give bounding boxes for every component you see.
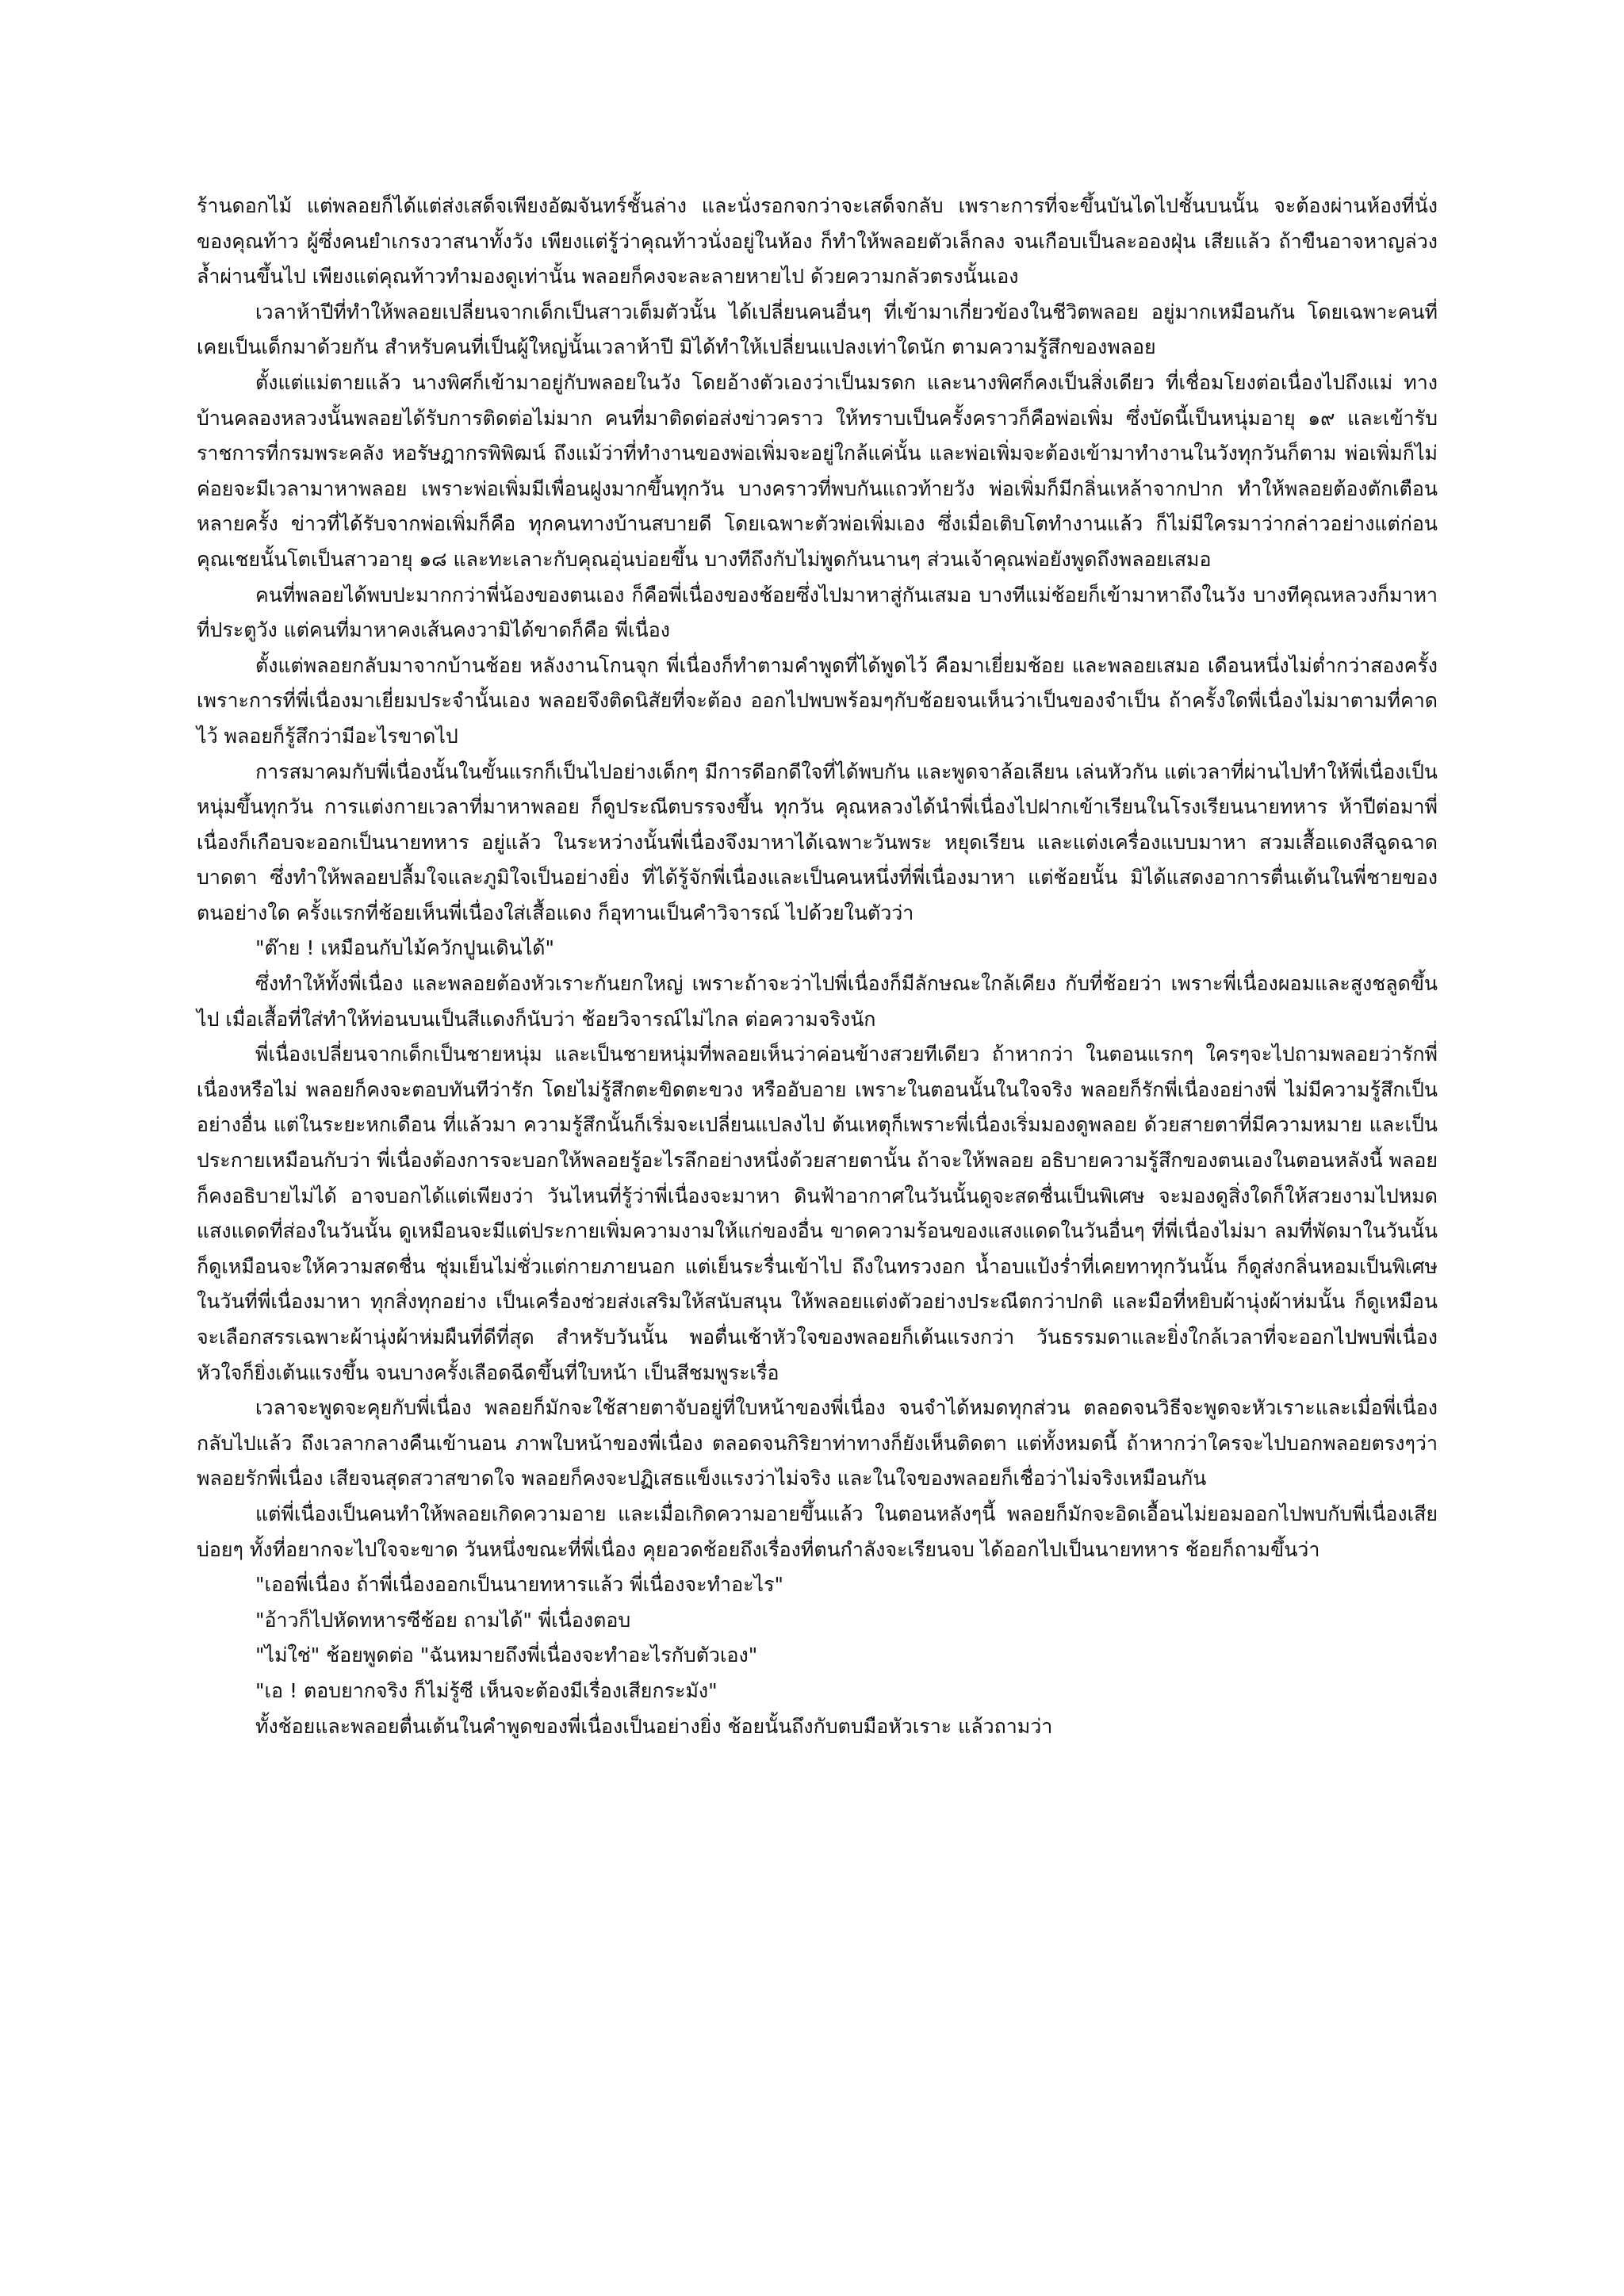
paragraph: พี่เนื่องเปลี่ยนจากเด็กเป็นชายหนุ่ม และเป็นชายหนุ่มที่พลอยเห็นว่าค่อนข้างสวยทีเดียว ถ้าหากว่า ในตอนแรกๆ ใครๆจะไปถามพลอยว่ารักพี่เนื่องหรือไม่ พลอยก็คงจะตอบทันทีว่ารัก โดยไม่รู้สึกตะขิดตะขวง หรืออับอาย เพราะในตอนนั้นในใจจริง พลอยก็รักพี่เนื่องอย่างพี่ ไม่มีความรู้สึกเป็นอย่างอื่น แต่ในระยะหกเดือน ที่แล้วมา ความรู้สึกนั้นก็เริ่มจะเปลี่ยนแปลงไป ต้นเหตุก็เพราะพี่เนื่องเริ่มมองดูพลอย ด้วยสายตาที่มีความหมาย และเป็นประกายเหมือนกับว่า พี่เนื่องต้องการจะบอกให้พลอยรู้อะไรลึกอย่างหนึ่งด้วยสายตานั้น ถ้าจะให้พลอย อธิบายความรู้สึกของตนเองในตอนหลังนี้ พลอยก็คงอธิบายไม่ได้ อาจบอกได้แต่เพียงว่า วันไหนที่รู้ว่าพี่เนื่องจะมาหา ดินฟ้าอากาศในวันนั้นดูจะสดชื่นเป็นพิเศษ จะมองดูสิ่งใดก็ให้สวยงามไปหมด แสงแดดที่ส่องในวันนั้น ดูเหมือนจะมีแต่ประกายเพิ่มความงามให้แก่ของอื่น ขาดความร้อนของแสงแดดในวันอื่นๆ ที่พี่เนื่องไม่มา ลมที่พัดมาในวันนั้นก็ดูเหมือนจะให้ความสดชื่น ชุ่มเย็นไม่ชั่วแต่กายภายนอก แต่เย็นระรื่นเข้าไป ถึงในทรวงอก น้ำอบแป้งร่ำที่เคยทาทุกวันนั้น ก็ดูส่งกลิ่นหอมเป็นพิเศษในวันที่พี่เนื่องมาหา ทุกสิ่งทุกอย่าง เป็นเครื่องช่วยส่งเสริมให้สนับสนุน ให้พลอยแต่งตัวอย่างประณีตกว่าปกติ และมือที่หยิบผ้านุ่งผ้าห่มนั้น ก็ดูเหมือนจะเลือกสรรเฉพาะผ้านุ่งผ้าห่มผืนที่ดีที่สุด สำหรับวันนั้น พอตื่นเช้าหัวใจของพลอยก็เต้นแรงกว่า วันธรรมดาและยิ่งใกล้เวลาที่จะออกไปพบพี่เนื่อง หัวใจก็ยิ่งเต้นแรงขึ้น จนบางครั้งเลือดฉีดขึ้นที่ใบหน้า เป็นสีชมพูระเรื่อ (197, 1043, 1438, 1384)
paragraph: ตั้งแต่พลอยกลับมาจากบ้านช้อย หลังงานโกนจุก พี่เนื่องก็ทำตามคำพูดที่ได้พูดไว้ คือมาเยี่ยมช้อย และพลอยเสมอ เดือนหนึ่งไม่ต่ำกว่าสองครั้ง เพราะการที่พี่เนื่องมาเยี่ยมประจำนั้นเอง พลอยจึงติดนิสัยที่จะต้อง ออกไปพบพร้อมๆกับช้อยจนเห็นว่าเป็นของจำเป็น ถ้าครั้งใดพี่เนื่องไม่มาตามที่คาดไว้ พลอยก็รู้สึกว่ามีอะไรขาดไป (197, 653, 1438, 748)
paragraph: เวลาห้าปีที่ทำให้พลอยเปลี่ยนจากเด็กเป็นสาวเต็มตัวนั้น ได้เปลี่ยนคนอื่นๆ ที่เข้ามาเกี่ยวข้องในชีวิตพลอย อยู่มากเหมือนกัน โดยเฉพาะคนที่เคยเป็นเด็กมาด้วยกัน สำหรับคนที่เป็นผู้ใหญ่นั้นเวลาห้าปี มิได้ทำให้เปลี่ยนแปลงเท่าใดนัก ตามความรู้สึกของพลอย (197, 300, 1438, 359)
paragraph: การสมาคมกับพี่เนื่องนั้นในขั้นแรกก็เป็นไปอย่างเด็กๆ มีการดีอกดีใจที่ได้พบกัน และพูดจาล้อเลียน เล่นหัวกัน แต่เวลาที่ผ่านไปทำให้พี่เนื่องเป็นหนุ่มขึ้นทุกวัน การแต่งกายเวลาที่มาหาพลอย ก็ดูประณีตบรรจงขึ้น ทุกวัน คุณหลวงได้นำพี่เนื่องไปฝากเข้าเรียนในโรงเรียนนายทหาร ห้าปีต่อมาพี่เนื่องก็เกือบจะออกเป็นนายทหาร อยู่แล้ว ในระหว่างนั้นพี่เนื่องจึงมาหาได้เฉพาะวันพระ หยุดเรียน และแต่งเครื่องแบบมาหา สวมเสื้อแดงสีฉูดฉาด บาดตา ซึ่งทำให้พลอยปลื้มใจและภูมิใจเป็นอย่างยิ่ง ที่ได้รู้จักพี่เนื่องและเป็นคนหนึ่งที่พี่เนื่องมาหา แต่ช้อยนั้น มิได้แสดงอาการตื่นเต้นในพี่ชายของตนอย่างใด ครั้งแรกที่ช้อยเห็นพี่เนื่องใส่เสื้อแดง ก็อุทานเป็นคำวิจารณ์ ไปด้วยในตัวว่า (197, 760, 1438, 924)
paragraph-continuation: ร้านดอกไม้ แต่พลอยก็ได้แต่ส่งเสด็จเพียงอัฒจันทร์ชั้นล่าง และนั่งรอกจกว่าจะเสด็จกลับ เพราะการที่จะขึ้นบันไดไปชั้นบนนั้น จะต้องผ่านห้องที่นั่งของคุณท้าว ผู้ซึ่งคนยำเกรงวาสนาทั้งวัง เพียงแต่รู้ว่าคุณท้าวนั่งอยู่ในห้อง ก็ทำให้พลอยตัวเล็กลง จนเกือบเป็นละอองฝุ่น เสียแล้ว ถ้าขืนอาจหาญล่วงล้ำผ่านขึ้นไป เพียงแต่คุณท้าวทำมองดูเท่านั้น พลอยก็คงจะละลายหายไป ด้วยความกลัวตรงนั้นเอง (197, 194, 1438, 289)
dialogue-line: "ต๊าย ! เหมือนกับไม้ควักปูนเดินได้" (255, 936, 555, 960)
dialogue-line: "ไม่ใช่" ช้อยพูดต่อ "ฉันหมายถึงพี่เนื่องจะทำอะไรกับตัวเอง" (255, 1644, 758, 1667)
paragraph: ซึ่งทำให้ทั้งพี่เนื่อง และพลอยต้องหัวเราะกันยกใหญ่ เพราะถ้าจะว่าไปพี่เนื่องก็มีลักษณะใกล้เคียง กับที่ช้อยว่า เพราะพี่เนื่องผอมและสูงชลูดขึ้นไป เมื่อเสื้อที่ใส่ทำให้ท่อนบนเป็นสีแดงก็นับว่า ช้อยวิจารณ์ไม่ไกล ต่อความจริงนัก (197, 972, 1438, 1031)
paragraph: คนที่พลอยได้พบปะมากกว่าพี่น้องของตนเอง ก็คือพี่เนื่องของช้อยซึ่งไปมาหาสู่กันเสมอ บางทีแม่ช้อยก็เข้ามาหาถึงในวัง บางทีคุณหลวงก็มาหาที่ประตูวัง แต่คนที่มาหาคงเส้นคงวามิได้ขาดก็คือ พี่เนื่อง (197, 583, 1438, 642)
dialogue-line: "อ้าวก็ไปหัดทหารซีช้อย ถามได้" พี่เนื่องตอบ (255, 1608, 631, 1632)
dialogue-line: "เออพี่เนื่อง ถ้าพี่เนื่องออกเป็นนายทหารแล้ว พี่เนื่องจะทำอะไร" (255, 1573, 784, 1597)
paragraph: แต่พี่เนื่องเป็นคนทำให้พลอยเกิดความอาย และเมื่อเกิดความอายขึ้นแล้ว ในตอนหลังๆนี้ พลอยก็มักจะอิดเอื้อนไม่ยอมออกไปพบกับพี่เนื่องเสียบ่อยๆ ทั้งที่อยากจะไปใจจะขาด วันหนึ่งขณะที่พี่เนื่อง คุยอวดช้อยถึงเรื่องที่ตนกำลังจะเรียนจบ ได้ออกไปเป็นนายทหาร ช้อยก็ถามขึ้นว่า (197, 1502, 1438, 1561)
paragraph: ทั้งช้อยและพลอยตื่นเต้นในคำพูดของพี่เนื่องเป็นอย่างยิ่ง ช้อยนั้นถึงกับตบมือหัวเราะ แล้วถามว่า (255, 1714, 1053, 1738)
paragraph: เวลาจะพูดจะคุยกับพี่เนื่อง พลอยก็มักจะใช้สายตาจับอยู่ที่ใบหน้าของพี่เนื่อง จนจำได้หมดทุกส่วน ตลอดจนวิธีจะพูดจะหัวเราะและเมื่อพี่เนื่องกลับไปแล้ว ถึงเวลากลางคืนเข้านอน ภาพใบหน้าของพี่เนื่อง ตลอดจนกิริยาท่าทางก็ยังเห็นติดตา แต่ทั้งหมดนี้ ถ้าหากว่าใครจะไปบอกพลอยตรงๆว่า พลอยรักพี่เนื่อง เสียจนสุดสวาสขาดใจ พลอยก็คงจะปฏิเสธแข็งแรงว่าไม่จริง และในใจของพลอยก็เชื่อว่าไม่จริงเหมือนกัน (197, 1396, 1438, 1490)
paragraph: ตั้งแต่แม่ตายแล้ว นางพิศก็เข้ามาอยู่กับพลอยในวัง โดยอ้างตัวเองว่าเป็นมรดก และนางพิศก็คงเป็นสิ่งเดียว ที่เชื่อมโยงต่อเนื่องไปถึงแม่ ทางบ้านคลองหลวงนั้นพลอยได้รับการติดต่อไม่มาก คนที่มาติดต่อส่งข่าวคราว ให้ทราบเป็นครั้งคราวก็คือพ่อเพิ่ม ซึ่งบัดนี้เป็นหนุ่มอายุ ๑๙ และเข้ารับราชการที่กรมพระคลัง หอรัษฎากรพิพิฒน์ ถึงแม้ว่าที่ทำงานของพ่อเพิ่มจะอยู่ใกล้แค่นั้น และพ่อเพิ่มจะต้องเข้ามาทำงานในวังทุกวันก็ตาม พ่อเพิ่มก็ไม่ค่อยจะมีเวลามาหาพลอย เพราะพ่อเพิ่มมีเพื่อนฝูงมากขึ้นทุกวัน บางคราวที่พบกันแถวท้ายวัง พ่อเพิ่มก็มีกลิ่นเหล้าจากปาก ทำให้พลอยต้องตักเตือนหลายครั้ง ข่าวที่ได้รับจากพ่อเพิ่มก็คือ ทุกคนทางบ้านสบายดี โดยเฉพาะตัวพ่อเพิ่มเอง ซึ่งเมื่อเติบโตทำงานแล้ว ก็ไม่มีใครมาว่ากล่าวอย่างแต่ก่อน คุณเชยนั้นโตเป็นสาวอายุ ๑๘ และทะเลาะกับคุณอุ่นบ่อยขึ้น บางทีถึงกับไม่พูดกันนานๆ ส่วนเจ้าคุณพ่อยังพูดถึงพลอยเสมอ (197, 370, 1438, 571)
dialogue-line: "เอ ! ตอบยากจริง ก็ไม่รู้ซี เห็นจะต้องมีเรื่องเสียกระมัง" (255, 1678, 718, 1702)
